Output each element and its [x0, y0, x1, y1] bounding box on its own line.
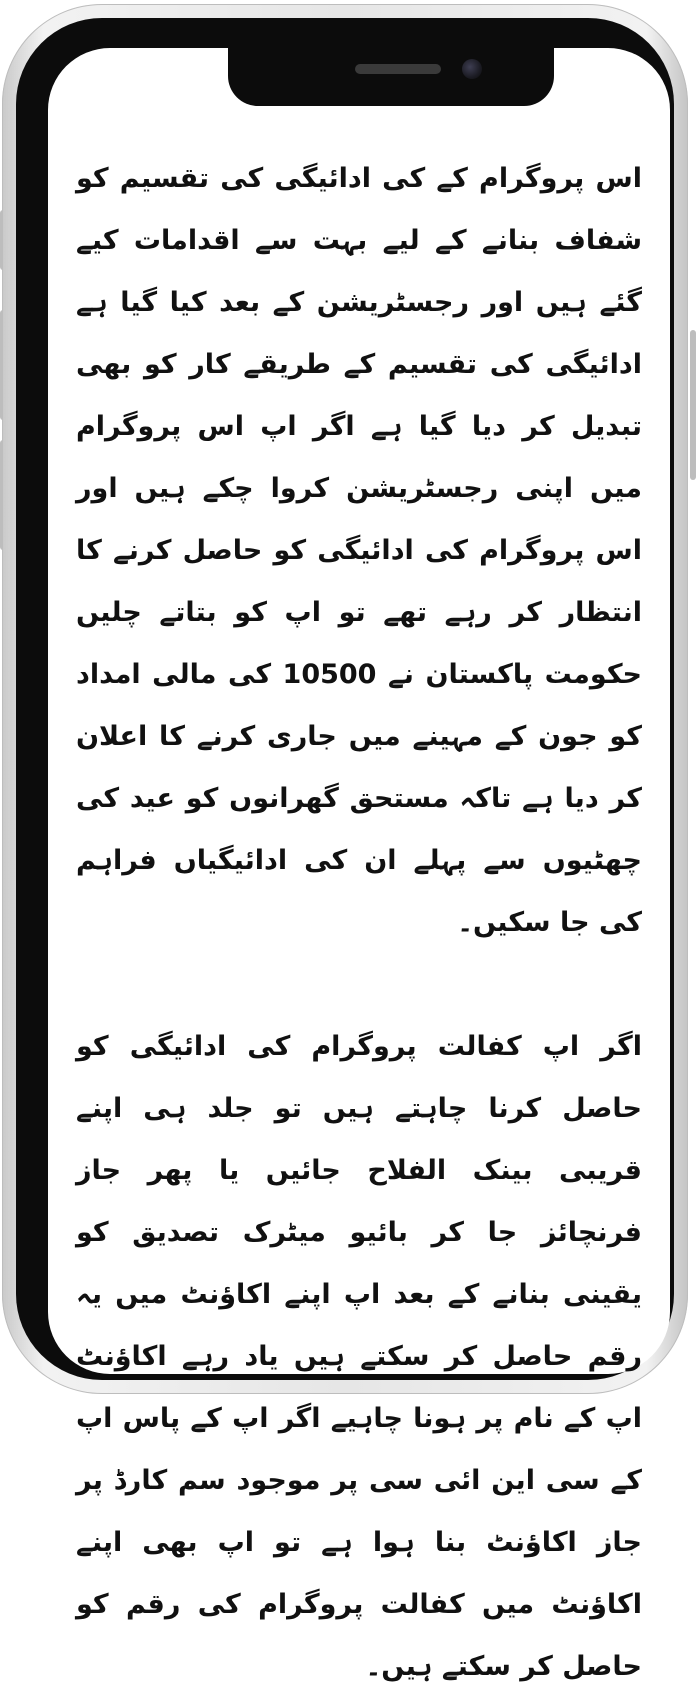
side-button-right: [690, 330, 696, 480]
phone-notch: [228, 48, 554, 106]
article-paragraph-1: اس پروگرام کے کی ادائیگی کی تقسیم کو شفاف بنانے کے لیے بہت سے اقدامات کیے گئے ہیں اور رجسٹریشن کے بعد کیا گیا ہے ادائیگی کی تقسیم کے طریقے کار کو بھی تبدیل کر دیا گیا ہے اگر اپ اس پروگرام میں اپنی رجسٹریشن کروا چکے ہیں اور اس پروگرام کی ادائیگی کو حاصل کرنے کا انتظار کر رہے تھے تو اپ کو بتاتے چلیں حکومت پاکستان نے 10500 کی مالی امداد کو جون کے مہینے میں جاری کرنے کا اعلان کر دیا ہے تاکہ مستحق گھرانوں کو عید کی چھٹیوں سے پہلے ان کی ادائیگیاں فراہم کی جا سکیں۔: [76, 163, 642, 938]
phone-shell: [2, 4, 688, 1682]
article-body: [76, 148, 642, 1698]
phone-screen: [48, 48, 670, 1682]
speaker-grille: [355, 64, 441, 74]
front-camera-icon: [462, 59, 482, 79]
article-paragraph-2: اگر اپ کفالت پروگرام کی ادائیگی کو حاصل کرنا چاہتے ہیں تو جلد ہی اپنے قریبی بینک الفلاح جائیں یا پھر جاز فرنچائز جا کر بائیو میٹرک تصدیق کو یقینی بنانے کے بعد اپ اپنے اکاؤنٹ میں یہ رقم حاصل کر سکتے ہیں یاد رہے اکاؤنٹ اپ کے نام پر ہونا چاہیے اگر اپ کے پاس اپ کے سی این ائی سی پر موجود سم کارڈ پر جاز اکاؤنٹ بنا ہوا ہے تو اپ بھی اپنے اکاؤنٹ میں کفالت پروگرام کی رقم کو حاصل کر سکتے ہیں۔: [76, 1031, 642, 1682]
phone-bezel: [16, 18, 674, 1682]
